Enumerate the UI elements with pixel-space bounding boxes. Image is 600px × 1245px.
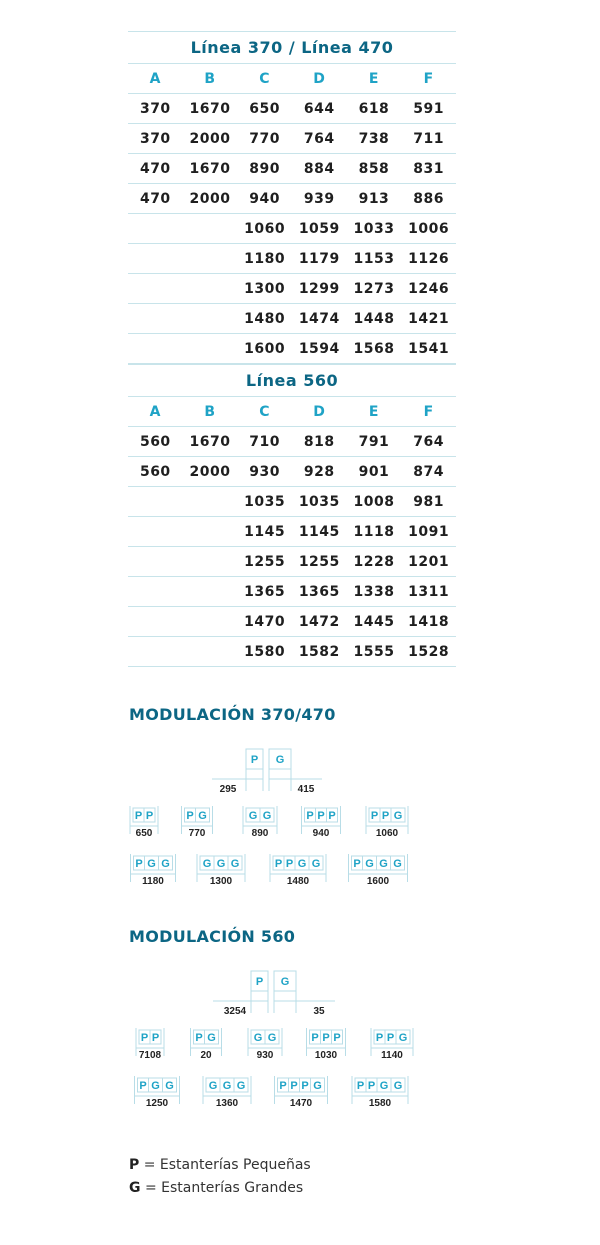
column-header: F [401, 64, 456, 94]
legend-key-p: P [129, 1157, 140, 1173]
table-cell: 711 [401, 124, 456, 154]
shelf-letter: G [365, 858, 374, 870]
table-cell: 1145 [237, 517, 292, 547]
table-cell: 874 [401, 457, 456, 487]
table-cell: 710 [237, 427, 292, 457]
table-cell: 884 [292, 154, 347, 184]
table-cell: 1470 [237, 607, 292, 637]
shelf-letter: P [317, 810, 325, 822]
measure-label: 890 [251, 828, 269, 839]
column-header: C [237, 397, 292, 427]
table-cell: 1594 [292, 334, 347, 364]
shelf-letter: P [145, 810, 154, 822]
measure-label: 20 [200, 1050, 212, 1061]
measure-label: 1250 [145, 1098, 169, 1109]
table-cell: 1582 [292, 637, 347, 667]
measure-label: 295 [219, 784, 237, 795]
table-cell: 818 [292, 427, 347, 457]
table-title: Línea 560 [128, 365, 456, 397]
table-title: Línea 370 / Línea 470 [128, 32, 456, 64]
shelf-letter: G [280, 976, 290, 988]
table-cell: 930 [237, 457, 292, 487]
table-cell: 1445 [347, 607, 402, 637]
shelf-letter: G [165, 1080, 174, 1092]
table-cell: 901 [347, 457, 402, 487]
shelf-letter: P [285, 858, 294, 870]
shelf-letter: G [208, 1080, 218, 1092]
measure-label: 7108 [138, 1050, 162, 1061]
table-cell: 1600 [237, 334, 292, 364]
shelf-letter: P [306, 810, 314, 822]
table-cell: 1528 [401, 637, 456, 667]
column-header: B [183, 64, 238, 94]
table-cell: 591 [401, 94, 456, 124]
shelf-letter: G [393, 810, 403, 822]
table-cell: 1126 [401, 244, 456, 274]
shelf-letter: P [322, 1032, 330, 1044]
table-cell: 370 [128, 94, 183, 124]
table-cell: 644 [292, 94, 347, 124]
table-cell: 1145 [292, 517, 347, 547]
table-cell: 913 [347, 184, 402, 214]
table-cell: 764 [401, 427, 456, 457]
table-cell: 1421 [401, 304, 456, 334]
legend-large-shelves [129, 1180, 303, 1196]
shelf-letter: P [301, 1080, 309, 1092]
table-cell: 618 [347, 94, 402, 124]
shelf-letter: P [290, 1080, 298, 1092]
shelf-letter: P [367, 1080, 376, 1092]
shelf-letter: G [313, 1080, 322, 1092]
measure-label: 770 [188, 828, 206, 839]
table-cell: 1541 [401, 334, 456, 364]
table-cell: 1300 [237, 274, 292, 304]
table-cell: 560 [128, 427, 183, 457]
shelf-letter: G [398, 1032, 408, 1044]
table-cell: 470 [128, 184, 183, 214]
legend-small-shelves [129, 1157, 311, 1173]
shelf-letter: G [379, 1080, 389, 1092]
table-cell: 939 [292, 184, 347, 214]
shelf-letter: P [151, 1032, 160, 1044]
table-cell: 831 [401, 154, 456, 184]
table-cell: 1228 [347, 547, 402, 577]
measure-label: 1300 [209, 876, 233, 887]
column-header: C [237, 64, 292, 94]
shelf-letter: G [216, 858, 226, 870]
shelf-letter: P [333, 1032, 341, 1044]
table-cell: 1670 [183, 427, 238, 457]
table-cell: 1418 [401, 607, 456, 637]
shelf-letter: P [134, 810, 143, 822]
shelf-letter: G [161, 858, 170, 870]
shelf-letter: G [393, 1080, 403, 1092]
measure-label: 1360 [215, 1098, 239, 1109]
legend-text-p: = Estanterías Pequeñas [139, 1157, 311, 1173]
table-cell: 470 [128, 154, 183, 184]
table-cell: 1091 [401, 517, 456, 547]
table-cell: 370 [128, 124, 183, 154]
table-cell: 1180 [237, 244, 292, 274]
shelf-letter: P [353, 858, 361, 870]
shelf-letter: P [250, 754, 259, 766]
shelf-letter: P [274, 858, 283, 870]
table-cell: 1059 [292, 214, 347, 244]
column-header: E [347, 64, 402, 94]
table-cell: 1555 [347, 637, 402, 667]
measure-label: 1140 [381, 1050, 403, 1061]
measure-label: 1180 [142, 876, 164, 887]
measure-label: 1030 [314, 1050, 338, 1061]
shelf-letter: G [207, 1032, 216, 1044]
shelf-letter: P [375, 1032, 384, 1044]
column-header: D [292, 64, 347, 94]
shelf-letter: P [370, 810, 379, 822]
shelf-letter: G [236, 1080, 246, 1092]
column-header: F [401, 397, 456, 427]
shelf-letter: P [328, 810, 336, 822]
shelf-letter: P [195, 1032, 203, 1044]
measure-label: 1600 [366, 876, 390, 887]
table-cell: 1201 [401, 547, 456, 577]
table-cell: 1365 [292, 577, 347, 607]
shelf-letter: P [140, 1032, 149, 1044]
table-cell: 738 [347, 124, 402, 154]
shelf-letter: P [381, 810, 390, 822]
table-cell: 1246 [401, 274, 456, 304]
column-header: E [347, 397, 402, 427]
shelf-letter: G [379, 858, 388, 870]
shelf-letter: G [311, 858, 321, 870]
table-cell: 1480 [237, 304, 292, 334]
shelf-letter: G [147, 858, 156, 870]
measure-label: 415 [297, 784, 315, 795]
table-cell: 1179 [292, 244, 347, 274]
measure-label: 1060 [375, 828, 399, 839]
measure-label: 930 [256, 1050, 274, 1061]
shelf-letter: G [262, 810, 272, 822]
shelf-letter: G [222, 1080, 232, 1092]
measure-label: 3254 [223, 1006, 247, 1017]
table-cell: 770 [237, 124, 292, 154]
table-cell: 1255 [237, 547, 292, 577]
measure-label: 35 [313, 1006, 325, 1017]
table-cell: 1153 [347, 244, 402, 274]
shelf-letter: P [279, 1080, 287, 1092]
shelf-letter: P [311, 1032, 319, 1044]
table-cell: 764 [292, 124, 347, 154]
legend-key-g: G [129, 1180, 141, 1196]
table-cell: 650 [237, 94, 292, 124]
table-cell: 1474 [292, 304, 347, 334]
table-cell: 1035 [237, 487, 292, 517]
shelf-letter: G [198, 810, 207, 822]
table-cell: 890 [237, 154, 292, 184]
table-cell: 1365 [237, 577, 292, 607]
table-cell: 858 [347, 154, 402, 184]
table-cell: 928 [292, 457, 347, 487]
shelf-letter: G [253, 1032, 263, 1044]
shelf-letter: G [248, 810, 258, 822]
measure-label: 1480 [286, 876, 310, 887]
modulation-560-heading: MODULACIÓN 560 [129, 927, 296, 946]
shelf-letter: P [135, 858, 143, 870]
shelf-letter: G [151, 1080, 160, 1092]
table-cell: 1568 [347, 334, 402, 364]
table-cell: 1006 [401, 214, 456, 244]
table-cell: 1311 [401, 577, 456, 607]
table-cell: 1273 [347, 274, 402, 304]
shelf-letter: P [139, 1080, 147, 1092]
measure-label: 650 [135, 828, 153, 839]
shelf-letter: G [202, 858, 212, 870]
table-cell: 1008 [347, 487, 402, 517]
measure-label: 1580 [368, 1098, 392, 1109]
table-cell: 1118 [347, 517, 402, 547]
shelf-letter: G [230, 858, 240, 870]
column-header: D [292, 397, 347, 427]
column-header: A [128, 64, 183, 94]
table-cell: 1338 [347, 577, 402, 607]
table-cell: 981 [401, 487, 456, 517]
table-cell: 2000 [183, 457, 238, 487]
shelf-letter: G [267, 1032, 277, 1044]
table-cell: 1035 [292, 487, 347, 517]
table-cell: 1255 [292, 547, 347, 577]
table-cell: 1448 [347, 304, 402, 334]
measure-label: 1470 [289, 1098, 313, 1109]
column-header: B [183, 397, 238, 427]
table-cell: 560 [128, 457, 183, 487]
measure-label: 940 [312, 828, 330, 839]
table-cell: 2000 [183, 184, 238, 214]
table-cell: 940 [237, 184, 292, 214]
shelf-letter: P [186, 810, 194, 822]
shelf-letter: G [297, 858, 307, 870]
modulation-370-470-heading: MODULACIÓN 370/470 [129, 705, 336, 724]
table-cell: 1299 [292, 274, 347, 304]
table-cell: 1060 [237, 214, 292, 244]
shelf-letter: G [275, 754, 285, 766]
shelf-letter: P [386, 1032, 395, 1044]
column-header: A [128, 397, 183, 427]
legend-text-g: = Estanterías Grandes [140, 1180, 304, 1196]
table-cell: 1670 [183, 94, 238, 124]
table-cell: 1580 [237, 637, 292, 667]
table-cell: 1670 [183, 154, 238, 184]
table-cell: 1033 [347, 214, 402, 244]
table-cell: 791 [347, 427, 402, 457]
shelf-letter: G [393, 858, 402, 870]
table-cell: 1472 [292, 607, 347, 637]
table-cell: 2000 [183, 124, 238, 154]
shelf-letter: P [356, 1080, 365, 1092]
shelf-letter: P [255, 976, 264, 988]
table-cell: 886 [401, 184, 456, 214]
